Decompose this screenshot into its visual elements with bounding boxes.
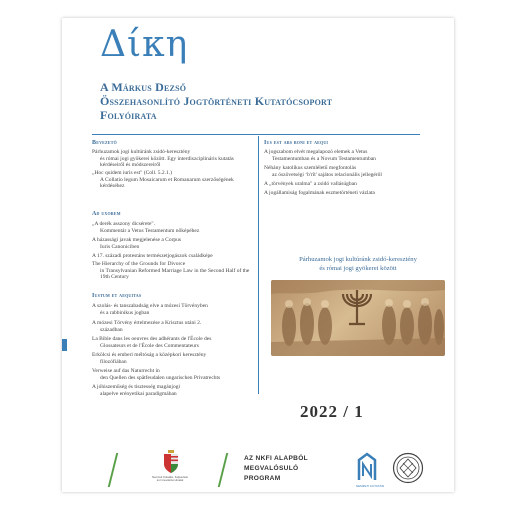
section-title-iustum: Iustum et aequitas bbox=[92, 293, 142, 299]
nok-label: NEMZETI KUTATÁSI bbox=[356, 484, 385, 488]
feature-title bbox=[272, 256, 444, 273]
section-title-bevezeto: Bevezető bbox=[92, 140, 117, 146]
toc-item-subtitle: és a rabbinikus jogban bbox=[100, 309, 150, 316]
toc-item-subtitle: és római jogi gyökerei között. Egy interdiszciplináris kutatás kérdéseiről és módszereiről bbox=[100, 155, 234, 169]
nok-logo-icon bbox=[356, 452, 378, 482]
publisher-line-2: Összehasonlító Jogtörténeti Kutatócsoport bbox=[100, 94, 333, 108]
toc-item bbox=[92, 170, 254, 190]
toc-item bbox=[92, 352, 254, 365]
toc-item-subtitle: Testamentumban és a Novum Testamentumban bbox=[272, 155, 376, 162]
toc-item-title: A „törvények uralma" a zsidó vallásúgban bbox=[264, 181, 357, 187]
university-seal-icon bbox=[392, 452, 424, 484]
nkfi-line-3: PROGRAM bbox=[244, 475, 281, 482]
journal-cover bbox=[62, 18, 454, 492]
publisher-line-3: Folyóirata bbox=[100, 108, 157, 122]
toc-item-title: A jogállamiság fogalmának eszmetörténeti vázlata bbox=[264, 190, 375, 196]
toc-item bbox=[264, 149, 450, 162]
ministry-name bbox=[132, 476, 208, 483]
toc-item-title: Párhuzamok jogi kultúránk zsidó-keresztény bbox=[92, 149, 191, 155]
toc-item-subtitle: Kommentár a Vetus Testamentum nőképéhez bbox=[100, 227, 200, 234]
toc-item-title: La Bible dans les oeuvres des adhérants de l'École des bbox=[92, 336, 212, 342]
toc-item-title: „A derék asszony dicsérete". bbox=[92, 221, 156, 227]
ministry-line-2: és Innovációs Hivatal bbox=[156, 478, 184, 483]
ministry-line-1: Nemzeti Kutatási, Fejlesztési bbox=[152, 475, 188, 479]
menorah-shape bbox=[343, 290, 371, 324]
issue-year: 2022 / 1 bbox=[300, 402, 364, 421]
nkfi-program-label bbox=[244, 454, 308, 484]
toc-item bbox=[92, 368, 258, 381]
top-divider bbox=[92, 134, 420, 135]
section-title-ad-uxorem: Ad uxorem bbox=[92, 211, 121, 217]
blue-accent-mark bbox=[62, 339, 67, 351]
toc-item bbox=[92, 253, 258, 260]
hungarian-coat-of-arms-icon bbox=[162, 450, 180, 474]
toc-item bbox=[92, 149, 254, 169]
toc-item-title: A szolás- és tanszabadság elve a mózesi Törvényben bbox=[92, 303, 208, 309]
publisher-block bbox=[100, 80, 332, 122]
toc-item-subtitle: A Collatio legum Mosaicarum et Romanarum szerzőségének kérdéséhez bbox=[100, 176, 234, 190]
toc-item-title: The Hierarchy of the Grounds for Divorce bbox=[92, 261, 186, 267]
toc-item bbox=[264, 190, 450, 197]
toc-item bbox=[92, 261, 254, 281]
green-slash-decor bbox=[108, 453, 118, 487]
toc-item-title: Erkölcsi és emberi méltóság a középkori keresztény bbox=[92, 352, 207, 358]
toc-item bbox=[92, 303, 254, 316]
column-divider bbox=[258, 136, 259, 394]
toc-item-subtitle: az ószövetségi ‘b'rît' sajátos relacionális jellegéről bbox=[272, 171, 382, 178]
toc-item-title: A mózesi Törvény értelmezése a Krisztus utáni 2. bbox=[92, 320, 202, 326]
toc-item bbox=[264, 165, 450, 178]
relief-illustration bbox=[271, 280, 445, 356]
toc-item bbox=[92, 221, 254, 234]
green-slash-decor bbox=[218, 453, 228, 487]
toc-item-subtitle: században bbox=[100, 326, 123, 333]
nkfi-line-1: AZ NKFI ALAPBÓL bbox=[244, 455, 308, 462]
toc-item-title: Verweise auf das Naturrecht in bbox=[92, 368, 160, 374]
toc-item-subtitle: Iuris Canoniciben bbox=[100, 243, 140, 250]
toc-item-title: A házassági javak megjelenése a Corpus bbox=[92, 237, 182, 243]
toc-item-subtitle: filozófiában bbox=[100, 358, 127, 365]
toc-item bbox=[92, 384, 254, 397]
nkfi-line-2: MEGVALÓSULÓ bbox=[244, 465, 299, 472]
toc-item bbox=[92, 237, 254, 250]
feature-title-line-2: és római jogi gyökerei között bbox=[319, 264, 397, 272]
arch-of-titus-relief-image bbox=[271, 280, 445, 356]
toc-item-title: „Hoc quidem iuris est" (Coll. 5.2.1.) bbox=[92, 170, 172, 176]
feature-title-line-1: Párhuzamok jogi kultúránk zsidó-keresztény bbox=[299, 256, 417, 263]
toc-item bbox=[264, 181, 450, 188]
toc-item bbox=[92, 336, 258, 349]
toc-item-subtitle: alapelve erényetikai paradigmában bbox=[100, 390, 177, 397]
toc-item-subtitle: den Quellen des spätfeudalen ungarischen Privatrechts bbox=[100, 374, 221, 381]
toc-item-subtitle: in Transylvanian Reformed Marriage Law in the Second Half of the 19th Century bbox=[100, 267, 250, 281]
section-title-ius-est: Ius est ars boni et aequi bbox=[264, 140, 329, 146]
journal-logo: Δίκη bbox=[100, 24, 189, 65]
toc-item bbox=[92, 320, 254, 333]
toc-item-title: A 17. századi protestáns természetjogászok családképe bbox=[92, 253, 213, 259]
toc-item-title: A jóhiszeműség és tisztesség magánjogi bbox=[92, 384, 180, 390]
toc-item-title: A jogszabom elvét megalapozó elemek a Vetus bbox=[264, 149, 368, 155]
toc-item-title: Néhány katolikus szemléletű megfontolás bbox=[264, 165, 357, 171]
publisher-line-1: A Márkus Dezső bbox=[100, 80, 187, 94]
toc-item-subtitle: Glossateurs et de l'École des Commentateurs bbox=[100, 342, 199, 349]
footer bbox=[62, 450, 454, 492]
